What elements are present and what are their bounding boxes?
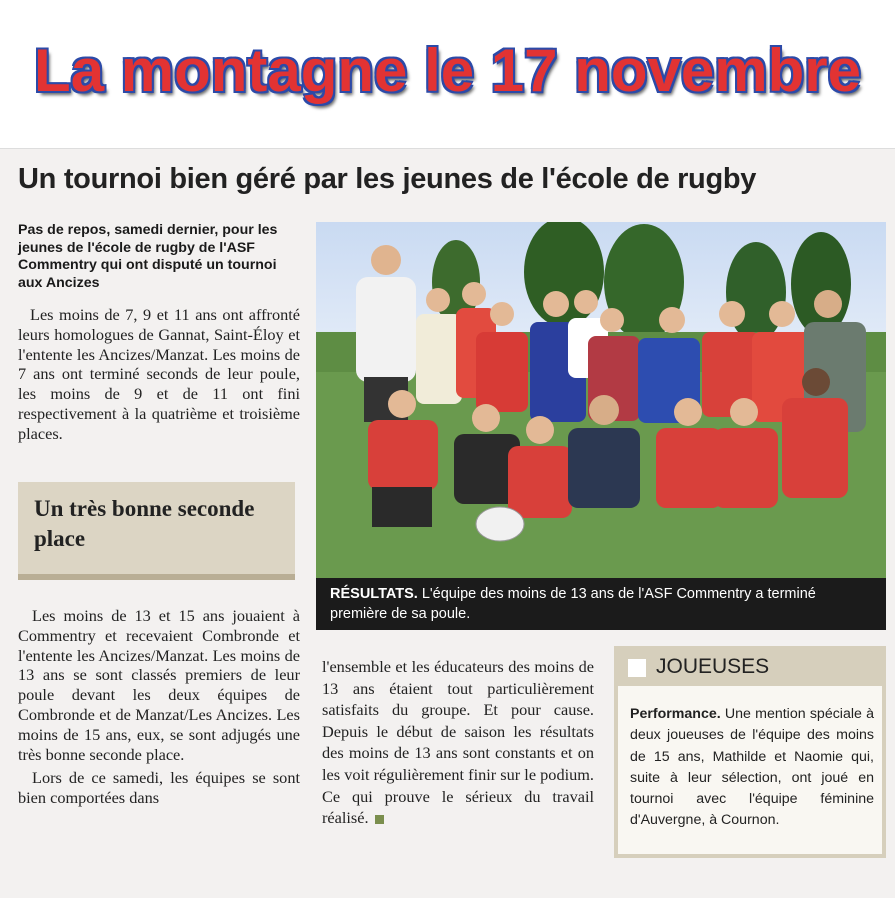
article-paragraph-2: Les moins de 13 et 15 ans jouaient à Commentry et recevaient Combronde et l'entente les Ancizes/Manzat. Les moins de 13 ans se sont classés premiers de leur poule devant les deux équipes de Combronde et de Manzat/Les Ancizes. Les moins de 15 ans, eux, se sont adjugés une très bonne seconde place. [18, 606, 300, 764]
team-photo [316, 222, 886, 584]
article-subhead: Un très bonne seconde place [34, 496, 255, 551]
joueuses-box-header [618, 650, 882, 686]
article-paragraph-4-text: l'ensemble et les éducateurs des moins de 13 ans étaient tout particulièrement satisfaits du groupe. Et pour cause. Depuis le début de saison les résultats des moins de 13 ans sont constants et on les voit régulièrement finir sur le podium. Ce qui prouve le sérieux du travail réalisé. [322, 657, 594, 828]
rugby-ball-shape [476, 507, 524, 541]
article-headline: Un tournoi bien géré par les jeunes de l'école de rugby [18, 163, 757, 195]
photo-caption-text: L'équipe des moins de 13 ans de l'ASF Commentry a terminé première de sa poule. [330, 586, 816, 622]
article-column-1-lower [18, 606, 300, 808]
article-paragraph-3: Lors de ce samedi, les équipes se sont bien comportées dans [18, 768, 300, 808]
joueuses-box-label: Performance. [630, 706, 721, 722]
joueuses-box-body: Une mention spéciale à deux joueuses de l'équipe des moins de 15 ans, Mathilde et Naomie qui, suite à leur sélection, ont joué en tournoi avec l'équipe féminine d'Auvergne, à Cournon. [630, 706, 874, 829]
box-square-icon [628, 659, 646, 677]
subhead-box [18, 482, 295, 580]
photo-caption [316, 578, 886, 630]
article-paragraph-1: Les moins de 7, 9 et 11 ans ont affronté leurs homologues de Gannat, Saint-Éloy et l'entente les Ancizes/Manzat. Les moins de 7 ans ont terminé seconds de leur poule, les moins de 9 et de 11 ont fini respectivement à la quatrième et troisième places. [18, 305, 300, 443]
team-photo-illustration [316, 222, 886, 584]
joueuses-box-title: JOUEUSES [656, 655, 770, 678]
tree-shape [726, 242, 786, 342]
photo-caption-label: RÉSULTATS. [330, 586, 418, 602]
end-of-article-mark [375, 815, 384, 824]
joueuses-box-text [630, 704, 874, 832]
article-paragraph-4 [322, 656, 594, 829]
banner-title: La montagne le 17 novembre [34, 37, 861, 104]
joueuses-box [614, 646, 886, 858]
article-lead: Pas de repos, samedi dernier, pour les jeunes de l'école de rugby de l'ASF Commentry qui ont disputé un tournoi aux Ancizes [18, 222, 278, 291]
banner [0, 0, 895, 130]
tree-shape [791, 232, 851, 336]
